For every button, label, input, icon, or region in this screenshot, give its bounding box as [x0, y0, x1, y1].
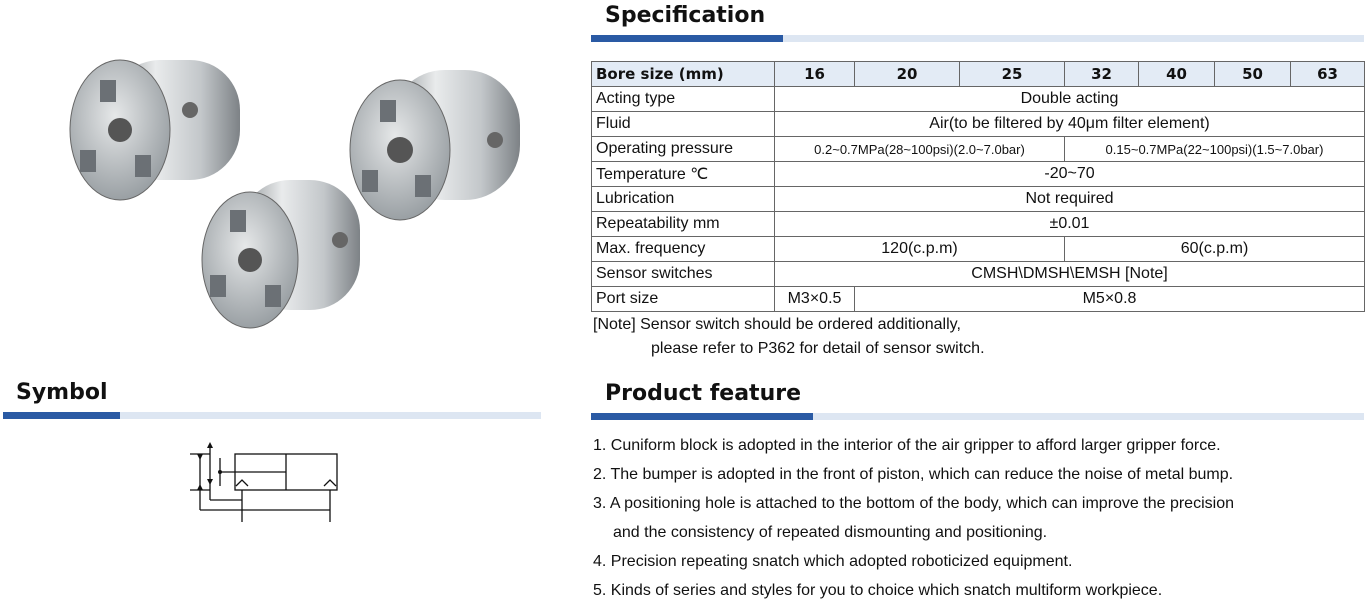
pneumatic-symbol	[180, 440, 350, 530]
row-label: Repeatability mm	[592, 212, 775, 237]
specification-title: Specification	[605, 3, 766, 28]
bore-16: 16	[775, 62, 855, 87]
specification-rule	[591, 35, 1364, 42]
feature-item-2: 2. The bumper is adopted in the front of piston, which can reduce the noise of metal bump.	[593, 466, 1234, 483]
bore-32: 32	[1065, 62, 1139, 87]
table-row	[592, 112, 1365, 137]
bore-size-label: Bore size (mm)	[592, 62, 775, 87]
feature-item-1: 1. Cuniform block is adopted in the interior of the air gripper to afford larger gripper force.	[593, 437, 1221, 454]
row-label: Temperature ℃	[592, 162, 775, 187]
table-row	[592, 162, 1365, 187]
table-row	[592, 287, 1365, 312]
table-row	[592, 87, 1365, 112]
feature-item-5: 5. Kinds of series and styles for you to choice which snatch multiform workpiece.	[593, 582, 1163, 599]
bore-25: 25	[960, 62, 1065, 87]
bore-50: 50	[1215, 62, 1291, 87]
specification-table	[591, 61, 1365, 312]
product-feature-rule	[591, 413, 1364, 420]
max-frequency-large: 60(c.p.m)	[1065, 237, 1365, 262]
table-row	[592, 187, 1365, 212]
table-row	[592, 237, 1365, 262]
row-label: Max. frequency	[592, 237, 775, 262]
max-frequency-small: 120(c.p.m)	[775, 237, 1065, 262]
gripper-image-2	[350, 70, 520, 220]
bore-63: 63	[1291, 62, 1365, 87]
temperature-value: -20~70	[775, 162, 1365, 187]
product-photo	[40, 40, 540, 340]
gripper-image-1	[70, 60, 240, 200]
row-label: Operating pressure	[592, 137, 775, 162]
table-row	[592, 212, 1365, 237]
gripper-image-3	[202, 180, 360, 328]
bore-20: 20	[855, 62, 960, 87]
feature-list	[593, 431, 1234, 605]
table-row	[592, 137, 1365, 162]
operating-pressure-small: 0.2~0.7MPa(28~100psi)(2.0~7.0bar)	[775, 137, 1065, 162]
bore-40: 40	[1139, 62, 1215, 87]
symbol-rule	[3, 412, 541, 419]
fluid-value: Air(to be filtered by 40μm filter element)	[775, 112, 1365, 137]
feature-item-3-continued: and the consistency of repeated dismounting and positioning.	[613, 524, 1048, 541]
lubrication-value: Not required	[775, 187, 1365, 212]
sensor-switches-value: CMSH\DMSH\EMSH [Note]	[775, 262, 1365, 287]
table-header-row	[592, 62, 1365, 87]
note-line-2: please refer to P362 for detail of sensor switch.	[651, 340, 985, 357]
row-label: Acting type	[592, 87, 775, 112]
row-label: Sensor switches	[592, 262, 775, 287]
port-size-large: M5×0.8	[855, 287, 1365, 312]
row-label: Lubrication	[592, 187, 775, 212]
row-label: Fluid	[592, 112, 775, 137]
feature-item-3: 3. A positioning hole is attached to the bottom of the body, which can improve the precision	[593, 495, 1234, 512]
repeatability-value: ±0.01	[775, 212, 1365, 237]
row-label: Port size	[592, 287, 775, 312]
feature-item-4: 4. Precision repeating snatch which adopted roboticized equipment.	[593, 553, 1073, 570]
port-size-small: M3×0.5	[775, 287, 855, 312]
table-row	[592, 262, 1365, 287]
note-line-1: [Note] Sensor switch should be ordered additionally,	[593, 316, 961, 333]
operating-pressure-large: 0.15~0.7MPa(22~100psi)(1.5~7.0bar)	[1065, 137, 1365, 162]
acting-type-value: Double acting	[775, 87, 1365, 112]
symbol-title: Symbol	[16, 380, 108, 405]
product-feature-title: Product feature	[605, 381, 802, 406]
